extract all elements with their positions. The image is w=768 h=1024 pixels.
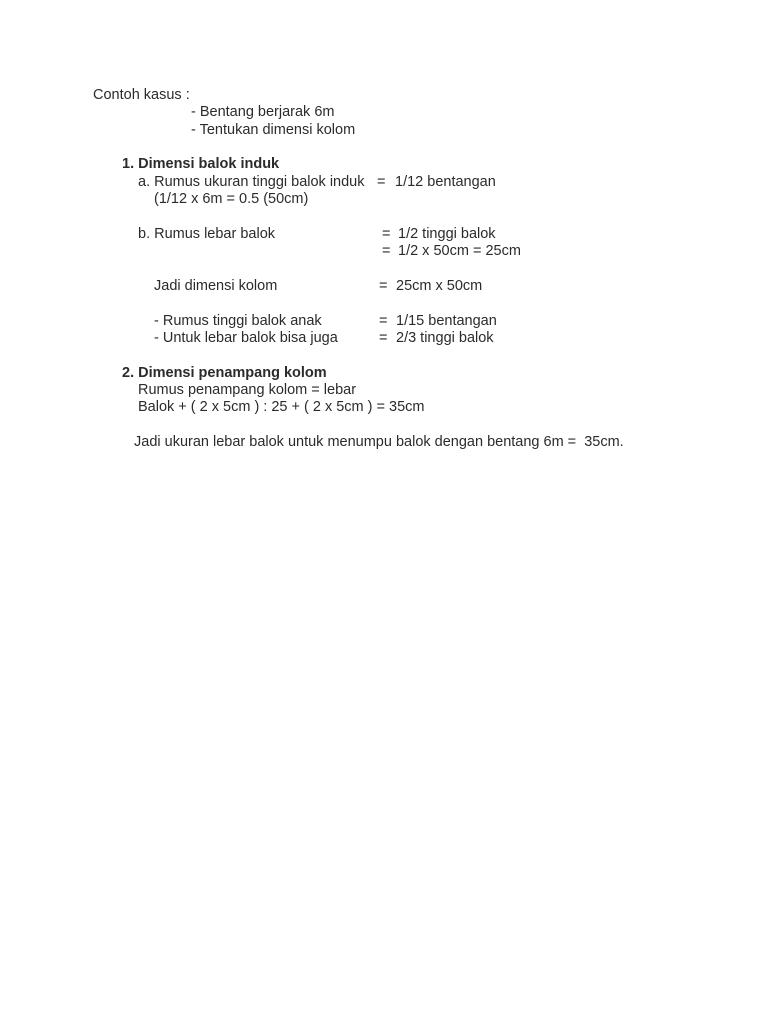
case-item-task: - Tentukan dimensi kolom (191, 122, 356, 138)
case-heading: Contoh kasus : (93, 87, 190, 103)
case-item-span: - Bentang berjarak 6m (191, 104, 335, 120)
section-1-title: 1. Dimensi balok induk (122, 156, 280, 172)
section-1b-equals-1: = (382, 226, 391, 242)
column-dimension-equals: = (379, 278, 388, 294)
section-1a-calculation: (1/12 x 6m = 0.5 (50cm) (154, 191, 309, 207)
section-1a-value: 1/12 bentangan (395, 174, 496, 190)
column-dimension-value: 25cm x 50cm (396, 278, 483, 294)
child-beam-height-label: - Rumus tinggi balok anak (154, 313, 322, 329)
section-1b-value-1: 1/2 tinggi balok (398, 226, 496, 242)
beam-width-alt-equals: = (379, 330, 388, 346)
section-2-line-1: Rumus penampang kolom = lebar (138, 382, 357, 398)
beam-width-alt-label: - Untuk lebar balok bisa juga (154, 330, 338, 346)
section-1b-label: b. Rumus lebar balok (138, 226, 276, 242)
child-beam-height-value: 1/15 bentangan (396, 313, 497, 329)
section-1b-equals-2: = (382, 243, 391, 259)
conclusion-text: Jadi ukuran lebar balok untuk menumpu balok dengan bentang 6m = 35cm. (134, 434, 624, 450)
section-1a-equals: = (377, 174, 386, 190)
section-2-line-2: Balok + ( 2 x 5cm ) : 25 + ( 2 x 5cm ) = 35cm (138, 399, 425, 415)
section-1b-value-2: 1/2 x 50cm = 25cm (398, 243, 521, 259)
column-dimension-label: Jadi dimensi kolom (154, 278, 278, 294)
section-1a-label: a. Rumus ukuran tinggi balok induk (138, 174, 365, 190)
beam-width-alt-value: 2/3 tinggi balok (396, 330, 494, 346)
section-2-title: 2. Dimensi penampang kolom (122, 365, 327, 381)
child-beam-height-equals: = (379, 313, 388, 329)
